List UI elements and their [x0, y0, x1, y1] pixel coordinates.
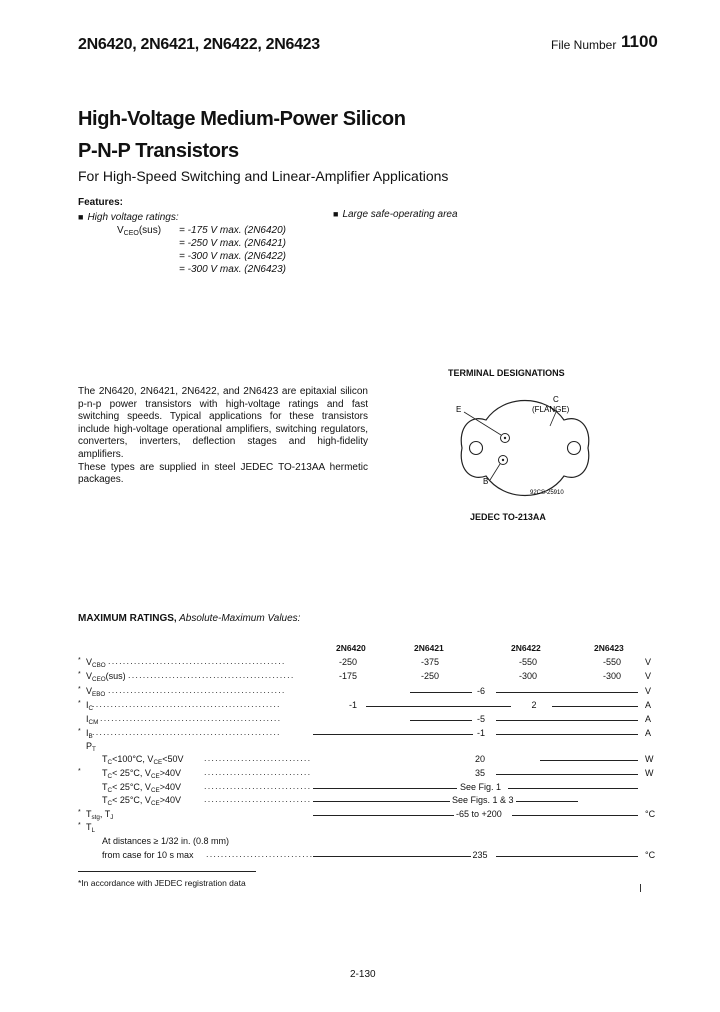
pt3-value: See Fig. 1 — [460, 782, 502, 792]
label-flange: (FLANGE) — [532, 405, 570, 414]
ic-value-high: 2 — [531, 700, 537, 710]
vebo-unit: V — [645, 686, 652, 696]
row-icm-label: $I_{CM}$ — [86, 714, 99, 726]
span-line — [313, 788, 457, 789]
icm-unit: A — [645, 714, 652, 724]
icm-value: -5 — [476, 714, 485, 724]
mounting-hole-right — [568, 442, 581, 455]
vcbo-2n6423: -550 — [602, 657, 621, 667]
terminal-designations-title: TERMINAL DESIGNATIONS — [448, 368, 565, 378]
span-line — [313, 856, 471, 857]
row-vceo-label: * $V_{CEO}(sus)$ — [78, 671, 126, 683]
tl-unit: °C — [645, 850, 656, 860]
span-line — [512, 815, 638, 816]
row-vebo-label: * $V_{EBO}$ — [78, 686, 106, 698]
pt2-unit: W — [645, 768, 654, 778]
span-line — [508, 788, 638, 789]
file-number-label: File Number — [551, 38, 617, 52]
drawing-code: 92CS-25910 — [530, 490, 564, 496]
col-header-2n6423: 2N6423 — [594, 643, 624, 653]
vceo-unit: V — [645, 671, 652, 681]
col-header-2n6421: 2N6421 — [414, 643, 444, 653]
rating-2n6421: = -250 V max. (2N6421) — [179, 238, 286, 249]
vcbo-2n6420: -250 — [338, 657, 357, 667]
page-title: High-Voltage Medium-Power Silicon — [78, 108, 406, 130]
span-line — [516, 801, 578, 802]
feature-safe-operating-area — [333, 209, 458, 220]
row-ic-label: * $I_C$ — [78, 700, 94, 712]
leader-collector — [550, 412, 556, 426]
footnote-rule — [78, 871, 256, 872]
span-line — [313, 815, 454, 816]
vcbo-unit: V — [645, 657, 652, 667]
tstg-value: -65 to +200 — [456, 809, 502, 819]
to-213aa-package-drawing — [450, 390, 600, 500]
span-line — [540, 760, 638, 761]
pt2-value: 35 — [474, 768, 485, 778]
ib-value: -1 — [476, 728, 485, 738]
page-number: 2-130 — [350, 969, 376, 980]
span-line — [496, 692, 638, 693]
mounting-hole-left — [470, 442, 483, 455]
feature-text: High voltage ratings: — [87, 212, 179, 223]
ic-value-low: -1 — [348, 700, 357, 710]
span-line — [496, 774, 638, 775]
label-b: B — [483, 477, 489, 486]
bullet-icon: ■ — [78, 212, 84, 222]
col-header-2n6422: 2N6422 — [511, 643, 541, 653]
vceo-symbol: $V_{CEO}(sus)$ — [117, 225, 162, 237]
page-subtitle: For High-Speed Switching and Linear-Amplifier Applications — [78, 168, 449, 184]
tstg-unit: °C — [645, 809, 656, 819]
row-pt2-label: * $T_C< 25^\circ C$, $V_{CE}>40V$ — [78, 768, 181, 780]
footnote: *In accordance with JEDEC registration data — [78, 878, 246, 888]
span-line — [313, 801, 450, 802]
feature-text: Large safe-operating area — [342, 209, 458, 220]
row-pt-label: $P_T$ — [86, 741, 96, 753]
vceo-2n6420: -175 — [338, 671, 357, 681]
description-para1: The 2N6420, 2N6421, 2N6422, and 2N6423 are epitaxial silicon p-n-p power transistors with high-voltage ratings and fast switching speeds. Typical applications for these transistors include high-voltage operational amplifiers, switching regulators, converters, inverters, deflection stages and high-fidelity amplifiers. — [78, 386, 368, 460]
rating-2n6420: = -175 V max. (2N6420) — [179, 225, 286, 236]
page-title-line2: P-N-P Transistors — [78, 140, 239, 162]
maximum-ratings-title: MAXIMUM RATINGS, Absolute-Maximum Values: — [78, 613, 301, 624]
span-line — [496, 856, 638, 857]
vceo-2n6422: -300 — [518, 671, 537, 681]
tl-value: 235 — [472, 850, 488, 860]
bullet-icon: ■ — [333, 209, 339, 219]
part-numbers: 2N6420, 2N6421, 2N6422, 2N6423 — [78, 36, 320, 53]
row-vcbo-label: * $V_{CBO}$ — [78, 657, 106, 669]
span-line — [496, 720, 638, 721]
features-heading: Features: — [78, 197, 124, 208]
package-caption: JEDEC TO-213AA — [470, 512, 546, 522]
vcbo-2n6421: -375 — [420, 657, 439, 667]
span-line — [496, 734, 638, 735]
pt1-value: 20 — [474, 754, 485, 764]
pt1-unit: W — [645, 754, 654, 764]
label-e: E — [456, 405, 462, 414]
file-number: 1100 — [621, 32, 658, 51]
ib-unit: A — [645, 728, 652, 738]
leader-base — [490, 464, 500, 480]
rating-2n6423: = -300 V max. (2N6423) — [179, 264, 286, 275]
ic-unit: A — [645, 700, 652, 710]
description — [78, 386, 368, 487]
row-pt4-label: $T_C< 25^\circ C$, $V_{CE}>40V$ — [102, 795, 181, 807]
vceo-2n6421: -250 — [420, 671, 439, 681]
description-para2: These types are supplied in steel JEDEC TO-213AA hermetic packages. — [78, 461, 368, 486]
vcbo-2n6422: -550 — [518, 657, 537, 667]
span-line — [313, 734, 473, 735]
row-tl-label: * $T_L$ — [78, 822, 96, 834]
margin-mark — [640, 884, 641, 892]
package-outline — [461, 401, 589, 496]
feature-high-voltage — [78, 212, 179, 223]
row-tl-time: from case for 10 s max — [102, 850, 194, 860]
row-tl-condition: At distances ≥ 1/32 in. (0.8 mm) — [102, 836, 229, 846]
span-line — [366, 706, 511, 707]
vceo-2n6423: -300 — [602, 671, 621, 681]
span-line — [552, 706, 638, 707]
pt4-value: See Figs. 1 & 3 — [452, 795, 514, 805]
rating-2n6422: = -300 V max. (2N6422) — [179, 251, 286, 262]
row-tstg-label: * $T_{stg}$, $T_J$ — [78, 809, 114, 821]
row-pt1-label: $T_C<100^\circ C$, $V_{CE}<50V$ — [102, 754, 184, 766]
row-pt3-label: $T_C< 25^\circ C$, $V_{CE}>40V$ — [102, 782, 181, 794]
label-c: C — [553, 395, 559, 404]
row-ib-label: * $I_B$ — [78, 728, 93, 740]
leader-emitter — [464, 412, 501, 435]
vebo-value: -6 — [476, 686, 485, 696]
col-header-2n6420: 2N6420 — [336, 643, 366, 653]
